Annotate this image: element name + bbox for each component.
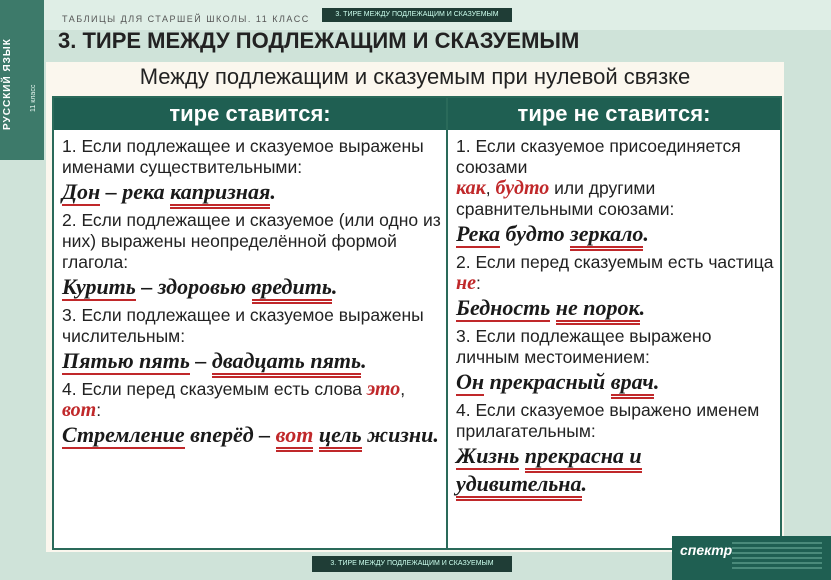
example-text: . [361, 348, 367, 373]
predicate-word: капризная [170, 179, 270, 209]
example [62, 178, 442, 206]
bottom-strip: 3. ТИРЕ МЕЖДУ ПОДЛЕЖАЩИМ И СКАЗУЕМЫМ [312, 556, 512, 572]
column-header-dash: тире ставится: [54, 98, 446, 130]
sidebar-lower [0, 160, 44, 580]
rule-text: 1. Если сказуемое присоединяется союзами [456, 136, 741, 177]
example-text: прекрасный [484, 369, 611, 394]
rule-text: 1. Если подлежащее и сказуемое выражены именами существительными: [62, 136, 424, 177]
example-text: . [270, 179, 276, 204]
example-text: . [653, 369, 660, 394]
example-text: . [331, 274, 338, 299]
example [456, 442, 774, 498]
logo-details [732, 542, 822, 572]
rule-text: 4. Если сказуемое выражено именем прилагательным: [456, 400, 760, 441]
example [456, 368, 774, 396]
top-strip: 3. ТИРЕ МЕЖДУ ПОДЛЕЖАЩИМ И СКАЗУЕМЫМ [322, 8, 512, 22]
subject-word: Жизнь [456, 443, 520, 468]
example [456, 220, 774, 248]
rule-part: : [96, 400, 102, 420]
subject-word: Стремление [62, 422, 185, 447]
example-text: вперёд – [184, 422, 276, 447]
keyword: это [366, 378, 401, 400]
rule-part: 2. Если перед сказуемым есть частица [456, 252, 774, 272]
rule-text: 3. Если подлежащее и сказуемое выражены числительным: [62, 305, 424, 346]
example-text: будто [500, 221, 571, 246]
left-column [62, 136, 442, 453]
predicate-word: врач [611, 369, 654, 399]
example-text [313, 422, 319, 447]
rule-text: 2. Если подлежащее и сказуемое (или одно из них) выражены неопределённой формой глагола: [62, 210, 441, 272]
rule-part: или другими сравнительными союзами: [456, 178, 675, 219]
rule-part: , [485, 178, 496, 198]
logo-text: спектр [680, 542, 733, 558]
example-text [519, 443, 525, 468]
example [456, 294, 774, 322]
example-text: жизни. [361, 422, 439, 447]
subject-word: Река [456, 221, 501, 246]
predicate-word: прекрасна и удивительна [456, 443, 642, 501]
rule-text [456, 252, 774, 294]
example-text: – [189, 348, 212, 373]
column-header-no-dash: тире не ставится: [448, 98, 780, 130]
example-text [550, 295, 556, 320]
keyword: будто [495, 177, 550, 199]
rule-part: : [475, 273, 481, 293]
page-subtitle: Между подлежащим и сказуемым при нулевой связке [139, 64, 691, 89]
series-label: ТАБЛИЦЫ ДЛЯ СТАРШЕЙ ШКОЛЫ. 11 КЛАСС [62, 14, 310, 24]
predicate-word: зеркало [570, 221, 643, 251]
keyword: не [456, 272, 476, 294]
rule-text: 3. Если подлежащее выражено личным местоимением: [456, 326, 712, 367]
subject-word: Курить [62, 274, 136, 299]
subject-word: Бедность [456, 295, 551, 320]
example-text: . [639, 295, 646, 320]
column-divider [446, 98, 448, 548]
example [62, 273, 442, 301]
example [62, 421, 442, 449]
rule-part: , [400, 379, 406, 399]
predicate-word: цель [319, 422, 362, 452]
subject-word: Он [456, 369, 485, 394]
example-text: – река [100, 179, 171, 204]
publisher-logo [672, 536, 831, 580]
predicate-word: не порок [556, 295, 640, 325]
rule-text [62, 379, 442, 421]
keyword: вот [276, 422, 314, 452]
subject-label: РУССКИЙ ЯЗЫК [2, 38, 13, 130]
rule-text [456, 178, 774, 220]
predicate-word: двадцать пять [212, 348, 361, 378]
subject-word: Дон [62, 179, 101, 204]
rule-part: 4. Если перед сказуемым есть слова [62, 379, 363, 399]
subject-word: Пятью пять [62, 348, 190, 373]
example [62, 347, 442, 375]
predicate-word: вредить [252, 274, 332, 304]
example-text: – здоровью [135, 274, 252, 299]
keyword: как [456, 177, 486, 199]
right-column [456, 136, 774, 502]
sidebar [0, 0, 44, 160]
example-text: . [581, 471, 588, 496]
rules-table [52, 96, 782, 550]
page-title: 3. ТИРЕ МЕЖДУ ПОДЛЕЖАЩИМ И СКАЗУЕМЫМ [58, 28, 580, 53]
example-text: . [643, 221, 649, 246]
grade-label: 11 класс [30, 84, 37, 112]
keyword: вот [62, 399, 97, 421]
